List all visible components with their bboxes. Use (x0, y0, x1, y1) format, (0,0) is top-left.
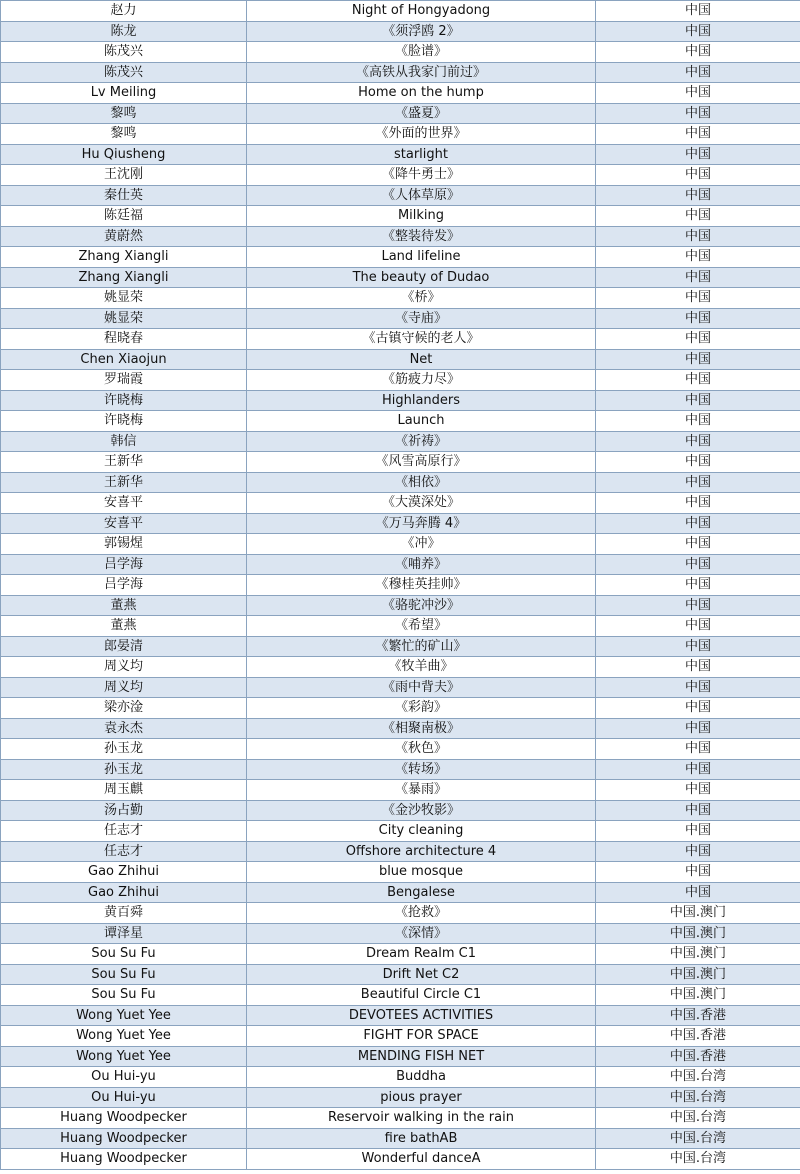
region-cell: 中国 (596, 575, 800, 596)
region-cell: 中国.澳门 (596, 923, 800, 944)
table-row (1, 329, 800, 350)
author-cell: Wong Yuet Yee (1, 1026, 247, 1047)
title-cell: 《风雪高原行》 (247, 452, 596, 473)
author-cell: Gao Zhihui (1, 862, 247, 883)
table-row (1, 1087, 800, 1108)
title-cell: 《古镇守候的老人》 (247, 329, 596, 350)
region-cell: 中国 (596, 534, 800, 555)
title-cell: Buddha (247, 1067, 596, 1088)
author-cell: 王新华 (1, 452, 247, 473)
author-cell: 董燕 (1, 595, 247, 616)
title-cell: 《哺养》 (247, 554, 596, 575)
author-cell: Huang Woodpecker (1, 1108, 247, 1129)
author-cell: 陈茂兴 (1, 42, 247, 63)
region-cell: 中国 (596, 841, 800, 862)
title-cell: 《深情》 (247, 923, 596, 944)
title-cell: Beautiful Circle C1 (247, 985, 596, 1006)
title-cell: 《脸谱》 (247, 42, 596, 63)
author-cell: Sou Su Fu (1, 964, 247, 985)
title-cell: 《盛夏》 (247, 103, 596, 124)
table-row (1, 21, 800, 42)
author-cell: 袁永杰 (1, 718, 247, 739)
author-cell: 陈茂兴 (1, 62, 247, 83)
author-cell: 周义均 (1, 677, 247, 698)
region-cell: 中国.台湾 (596, 1067, 800, 1088)
table-row (1, 267, 800, 288)
title-cell: 《降牛勇士》 (247, 165, 596, 186)
region-cell: 中国 (596, 739, 800, 760)
author-cell: Lv Meiling (1, 83, 247, 104)
title-cell: Net (247, 349, 596, 370)
table-row (1, 1046, 800, 1067)
region-cell: 中国 (596, 103, 800, 124)
region-cell: 中国.澳门 (596, 903, 800, 924)
title-cell: 《骆驼冲沙》 (247, 595, 596, 616)
table-row (1, 800, 800, 821)
region-cell: 中国 (596, 431, 800, 452)
author-cell: Zhang Xiangli (1, 267, 247, 288)
region-cell: 中国.澳门 (596, 964, 800, 985)
table-row (1, 411, 800, 432)
title-cell: Highlanders (247, 390, 596, 411)
title-cell: 《祈祷》 (247, 431, 596, 452)
author-cell: Wong Yuet Yee (1, 1046, 247, 1067)
table-row (1, 390, 800, 411)
region-cell: 中国 (596, 759, 800, 780)
title-cell: 《筋疲力尽》 (247, 370, 596, 391)
table-row (1, 185, 800, 206)
title-cell: starlight (247, 144, 596, 165)
author-cell: 黄蔚然 (1, 226, 247, 247)
author-cell: 孙玉龙 (1, 759, 247, 780)
title-cell: 《相依》 (247, 472, 596, 493)
region-cell: 中国.台湾 (596, 1149, 800, 1170)
author-cell: Ou Hui-yu (1, 1067, 247, 1088)
region-cell: 中国 (596, 513, 800, 534)
author-cell: 赵力 (1, 1, 247, 22)
title-cell: Launch (247, 411, 596, 432)
table-row (1, 226, 800, 247)
author-cell: 陈龙 (1, 21, 247, 42)
table-row (1, 1026, 800, 1047)
region-cell: 中国 (596, 21, 800, 42)
table-row (1, 759, 800, 780)
title-cell: 《冲》 (247, 534, 596, 555)
author-cell: Sou Su Fu (1, 985, 247, 1006)
table-row (1, 882, 800, 903)
region-cell: 中国 (596, 882, 800, 903)
author-cell: Zhang Xiangli (1, 247, 247, 268)
region-cell: 中国.台湾 (596, 1128, 800, 1149)
table-row (1, 636, 800, 657)
title-cell: Land lifeline (247, 247, 596, 268)
author-cell: Hu Qiusheng (1, 144, 247, 165)
region-cell: 中国 (596, 636, 800, 657)
table-row (1, 349, 800, 370)
author-cell: 罗瑞霞 (1, 370, 247, 391)
title-cell: 《须浮鸥 2》 (247, 21, 596, 42)
table-row (1, 144, 800, 165)
region-cell: 中国 (596, 267, 800, 288)
table-row (1, 1128, 800, 1149)
table-row (1, 739, 800, 760)
title-cell: 《高铁从我家门前过》 (247, 62, 596, 83)
title-cell: Drift Net C2 (247, 964, 596, 985)
author-cell: 郭锡煋 (1, 534, 247, 555)
region-cell: 中国.澳门 (596, 985, 800, 1006)
table-row (1, 472, 800, 493)
author-cell: 谭泽星 (1, 923, 247, 944)
title-cell: 《希望》 (247, 616, 596, 637)
table-row (1, 431, 800, 452)
table-row (1, 124, 800, 145)
region-cell: 中国 (596, 308, 800, 329)
title-cell: Milking (247, 206, 596, 227)
region-cell: 中国.香港 (596, 1026, 800, 1047)
table-row (1, 575, 800, 596)
region-cell: 中国 (596, 288, 800, 309)
table-row (1, 247, 800, 268)
table-row (1, 903, 800, 924)
region-cell: 中国 (596, 554, 800, 575)
region-cell: 中国 (596, 185, 800, 206)
title-cell: 《抢救》 (247, 903, 596, 924)
region-cell: 中国 (596, 411, 800, 432)
author-cell: 姚显荣 (1, 308, 247, 329)
author-cell: 周义均 (1, 657, 247, 678)
region-cell: 中国 (596, 493, 800, 514)
table-row (1, 206, 800, 227)
table-row (1, 493, 800, 514)
author-cell: Huang Woodpecker (1, 1128, 247, 1149)
region-cell: 中国.台湾 (596, 1108, 800, 1129)
region-cell: 中国 (596, 144, 800, 165)
title-cell: 《寺庙》 (247, 308, 596, 329)
author-cell: 任志才 (1, 841, 247, 862)
table-row (1, 964, 800, 985)
title-cell: 《繁忙的矿山》 (247, 636, 596, 657)
author-cell: 韩信 (1, 431, 247, 452)
title-cell: 《整装待发》 (247, 226, 596, 247)
table-row (1, 698, 800, 719)
region-cell: 中国.香港 (596, 1046, 800, 1067)
table-row (1, 616, 800, 637)
title-cell: MENDING FISH NET (247, 1046, 596, 1067)
table-row (1, 1149, 800, 1170)
region-cell: 中国 (596, 206, 800, 227)
title-cell: 《桥》 (247, 288, 596, 309)
region-cell: 中国 (596, 83, 800, 104)
title-cell: The beauty of Dudao (247, 267, 596, 288)
author-cell: Chen Xiaojun (1, 349, 247, 370)
title-cell: Offshore architecture 4 (247, 841, 596, 862)
table-row (1, 677, 800, 698)
region-cell: 中国 (596, 821, 800, 842)
author-cell: 王新华 (1, 472, 247, 493)
table-row (1, 534, 800, 555)
title-cell: 《秋色》 (247, 739, 596, 760)
table-row (1, 103, 800, 124)
region-cell: 中国.香港 (596, 1005, 800, 1026)
title-cell: FIGHT FOR SPACE (247, 1026, 596, 1047)
region-cell: 中国 (596, 718, 800, 739)
author-cell: Gao Zhihui (1, 882, 247, 903)
region-cell: 中国 (596, 62, 800, 83)
table-row (1, 308, 800, 329)
table-row (1, 513, 800, 534)
table-row (1, 595, 800, 616)
author-cell: 姚显荣 (1, 288, 247, 309)
table-row (1, 780, 800, 801)
author-cell: 吕学海 (1, 554, 247, 575)
title-cell: Bengalese (247, 882, 596, 903)
table-row (1, 1108, 800, 1129)
table-row (1, 165, 800, 186)
title-cell: DEVOTEES ACTIVITIES (247, 1005, 596, 1026)
region-cell: 中国 (596, 390, 800, 411)
region-cell: 中国.台湾 (596, 1087, 800, 1108)
region-cell: 中国 (596, 247, 800, 268)
author-cell: 周玉麒 (1, 780, 247, 801)
table-row (1, 923, 800, 944)
region-cell: 中国 (596, 698, 800, 719)
table-row (1, 452, 800, 473)
author-cell: Huang Woodpecker (1, 1149, 247, 1170)
author-cell: 黎鸣 (1, 103, 247, 124)
author-cell: 孙玉龙 (1, 739, 247, 760)
title-cell: 《金沙牧影》 (247, 800, 596, 821)
author-cell: Ou Hui-yu (1, 1087, 247, 1108)
table-row (1, 718, 800, 739)
table-row (1, 841, 800, 862)
author-cell: 程晓春 (1, 329, 247, 350)
title-cell: 《牧羊曲》 (247, 657, 596, 678)
title-cell: 《相聚南极》 (247, 718, 596, 739)
title-cell: 《雨中背夫》 (247, 677, 596, 698)
title-cell: 《转场》 (247, 759, 596, 780)
author-cell: Wong Yuet Yee (1, 1005, 247, 1026)
region-cell: 中国 (596, 862, 800, 883)
region-cell: 中国 (596, 452, 800, 473)
title-cell: 《彩韵》 (247, 698, 596, 719)
table-row (1, 1067, 800, 1088)
region-cell: 中国 (596, 677, 800, 698)
region-cell: 中国 (596, 616, 800, 637)
author-cell: 许晓梅 (1, 390, 247, 411)
table-row (1, 1, 800, 22)
title-cell: Dream Realm C1 (247, 944, 596, 965)
region-cell: 中国 (596, 800, 800, 821)
title-cell: 《大漠深处》 (247, 493, 596, 514)
author-cell: 吕学海 (1, 575, 247, 596)
region-cell: 中国 (596, 329, 800, 350)
region-cell: 中国 (596, 349, 800, 370)
author-cell: 黄百舜 (1, 903, 247, 924)
region-cell: 中国 (596, 226, 800, 247)
region-cell: 中国.澳门 (596, 944, 800, 965)
author-cell: 董燕 (1, 616, 247, 637)
region-cell: 中国 (596, 165, 800, 186)
region-cell: 中国 (596, 370, 800, 391)
table-row (1, 944, 800, 965)
table-row (1, 1005, 800, 1026)
table-row (1, 288, 800, 309)
author-cell: 任志才 (1, 821, 247, 842)
author-cell: 王沈刚 (1, 165, 247, 186)
title-cell: Wonderful danceA (247, 1149, 596, 1170)
author-cell: 黎鸣 (1, 124, 247, 145)
title-cell: pious prayer (247, 1087, 596, 1108)
table-row (1, 370, 800, 391)
region-cell: 中国 (596, 472, 800, 493)
region-cell: 中国 (596, 595, 800, 616)
title-cell: 《暴雨》 (247, 780, 596, 801)
table-row (1, 42, 800, 63)
table-row (1, 657, 800, 678)
title-cell: 《外面的世界》 (247, 124, 596, 145)
title-cell: City cleaning (247, 821, 596, 842)
author-cell: 许晓梅 (1, 411, 247, 432)
title-cell: Home on the hump (247, 83, 596, 104)
author-cell: Sou Su Fu (1, 944, 247, 965)
author-cell: 安喜平 (1, 513, 247, 534)
region-cell: 中国 (596, 124, 800, 145)
author-cell: 安喜平 (1, 493, 247, 514)
title-cell: 《人体草原》 (247, 185, 596, 206)
table-row (1, 554, 800, 575)
table-row (1, 62, 800, 83)
region-cell: 中国 (596, 657, 800, 678)
table-row (1, 862, 800, 883)
author-cell: 郎晏清 (1, 636, 247, 657)
author-cell: 陈廷福 (1, 206, 247, 227)
title-cell: 《穆桂英挂帅》 (247, 575, 596, 596)
author-cell: 秦仕英 (1, 185, 247, 206)
region-cell: 中国 (596, 1, 800, 22)
table-row (1, 985, 800, 1006)
table-row (1, 83, 800, 104)
region-cell: 中国 (596, 780, 800, 801)
author-cell: 梁亦淦 (1, 698, 247, 719)
title-cell: fire bathAB (247, 1128, 596, 1149)
title-cell: blue mosque (247, 862, 596, 883)
author-cell: 汤占勤 (1, 800, 247, 821)
title-cell: Reservoir walking in the rain (247, 1108, 596, 1129)
table-row (1, 821, 800, 842)
title-cell: 《万马奔腾 4》 (247, 513, 596, 534)
results-table-body (1, 1, 800, 1170)
region-cell: 中国 (596, 42, 800, 63)
title-cell: Night of Hongyadong (247, 1, 596, 22)
